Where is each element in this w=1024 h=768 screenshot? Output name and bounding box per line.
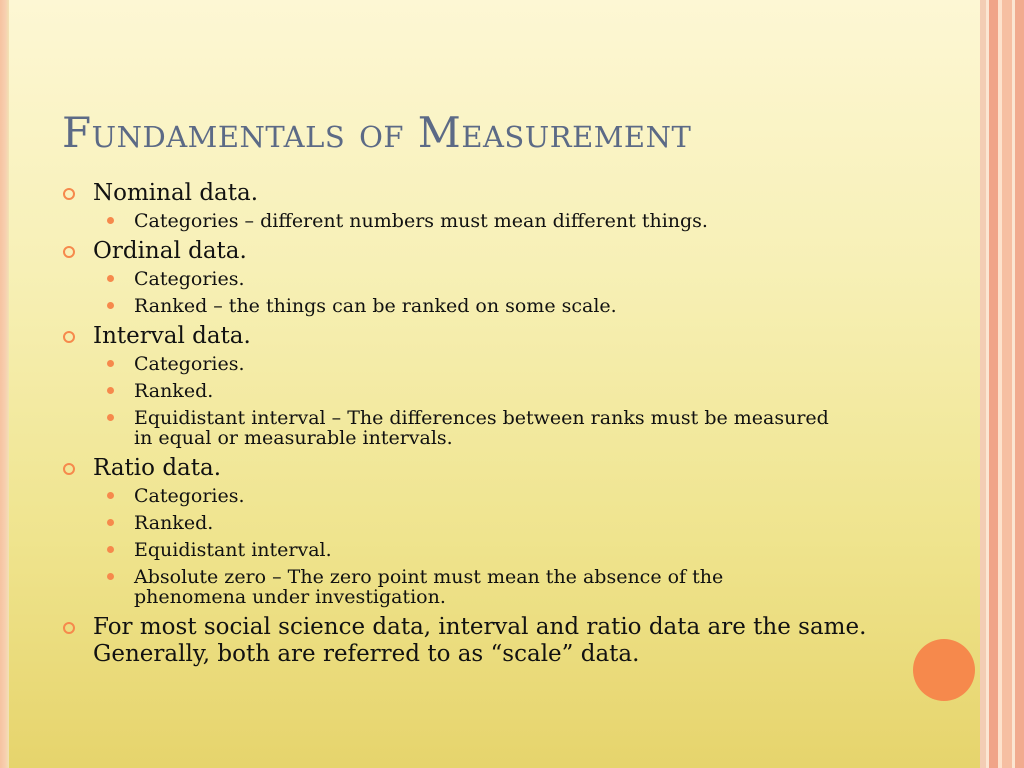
sub-bullet-text: Categories. [134, 268, 245, 290]
hollow-circle-bullet-icon [63, 622, 75, 634]
sub-bullet-text: Ranked – the things can be ranked on some scale. [134, 295, 617, 317]
sub-bullet-item [62, 354, 834, 374]
sub-bullet-item [62, 486, 834, 506]
sub-bullet-list [62, 269, 912, 316]
dot-bullet-icon [107, 360, 114, 367]
sub-bullet-text: Categories – different numbers must mean different things. [134, 210, 708, 232]
dot-bullet-icon [107, 387, 114, 394]
bullet-text: Nominal data. [93, 180, 259, 206]
bullet-list [62, 180, 912, 668]
sub-bullet-text: Categories. [134, 353, 245, 375]
bullet-item [62, 180, 912, 207]
orange-circle-decoration [913, 639, 975, 701]
sub-bullet-text: Ranked. [134, 512, 214, 534]
right-stripe-decoration [980, 0, 1024, 768]
bullet-text: Interval data. [93, 323, 251, 349]
dot-bullet-icon [107, 217, 114, 224]
sub-bullet-item [62, 567, 834, 607]
dot-bullet-icon [107, 573, 114, 580]
dot-bullet-icon [107, 275, 114, 282]
sub-bullet-item [62, 408, 834, 448]
left-border-decoration [0, 0, 9, 768]
hollow-circle-bullet-icon [63, 188, 75, 200]
bullet-item [62, 614, 912, 668]
dot-bullet-icon [107, 302, 114, 309]
sub-bullet-item [62, 540, 834, 560]
bullet-text: Ordinal data. [93, 238, 247, 264]
sub-bullet-text: Absolute zero – The zero point must mean the absence of the phenomena under investigation. [134, 566, 724, 608]
bullet-item [62, 455, 912, 482]
dot-bullet-icon [107, 492, 114, 499]
sub-bullet-text: Ranked. [134, 380, 214, 402]
sub-bullet-text: Categories. [134, 485, 245, 507]
dot-bullet-icon [107, 546, 114, 553]
sub-bullet-item [62, 211, 834, 231]
dot-bullet-icon [107, 519, 114, 526]
sub-bullet-list [62, 211, 912, 231]
slide-title: Fundamentals of Measurement [62, 108, 692, 157]
sub-bullet-text: Equidistant interval – The differences between ranks must be measured in equal or measurable intervals. [134, 407, 829, 449]
hollow-circle-bullet-icon [63, 463, 75, 475]
sub-bullet-item [62, 513, 834, 533]
sub-bullet-item [62, 269, 834, 289]
sub-bullet-text: Equidistant interval. [134, 539, 332, 561]
bullet-text: Ratio data. [93, 455, 222, 481]
hollow-circle-bullet-icon [63, 246, 75, 258]
bullet-text: For most social science data, interval and ratio data are the same. Generally, both are referred to as “scale” data. [93, 614, 867, 667]
bullet-item [62, 238, 912, 265]
sub-bullet-list [62, 354, 912, 448]
dot-bullet-icon [107, 414, 114, 421]
bullet-item [62, 323, 912, 350]
sub-bullet-item [62, 296, 834, 316]
sub-bullet-list [62, 486, 912, 607]
sub-bullet-item [62, 381, 834, 401]
hollow-circle-bullet-icon [63, 331, 75, 343]
